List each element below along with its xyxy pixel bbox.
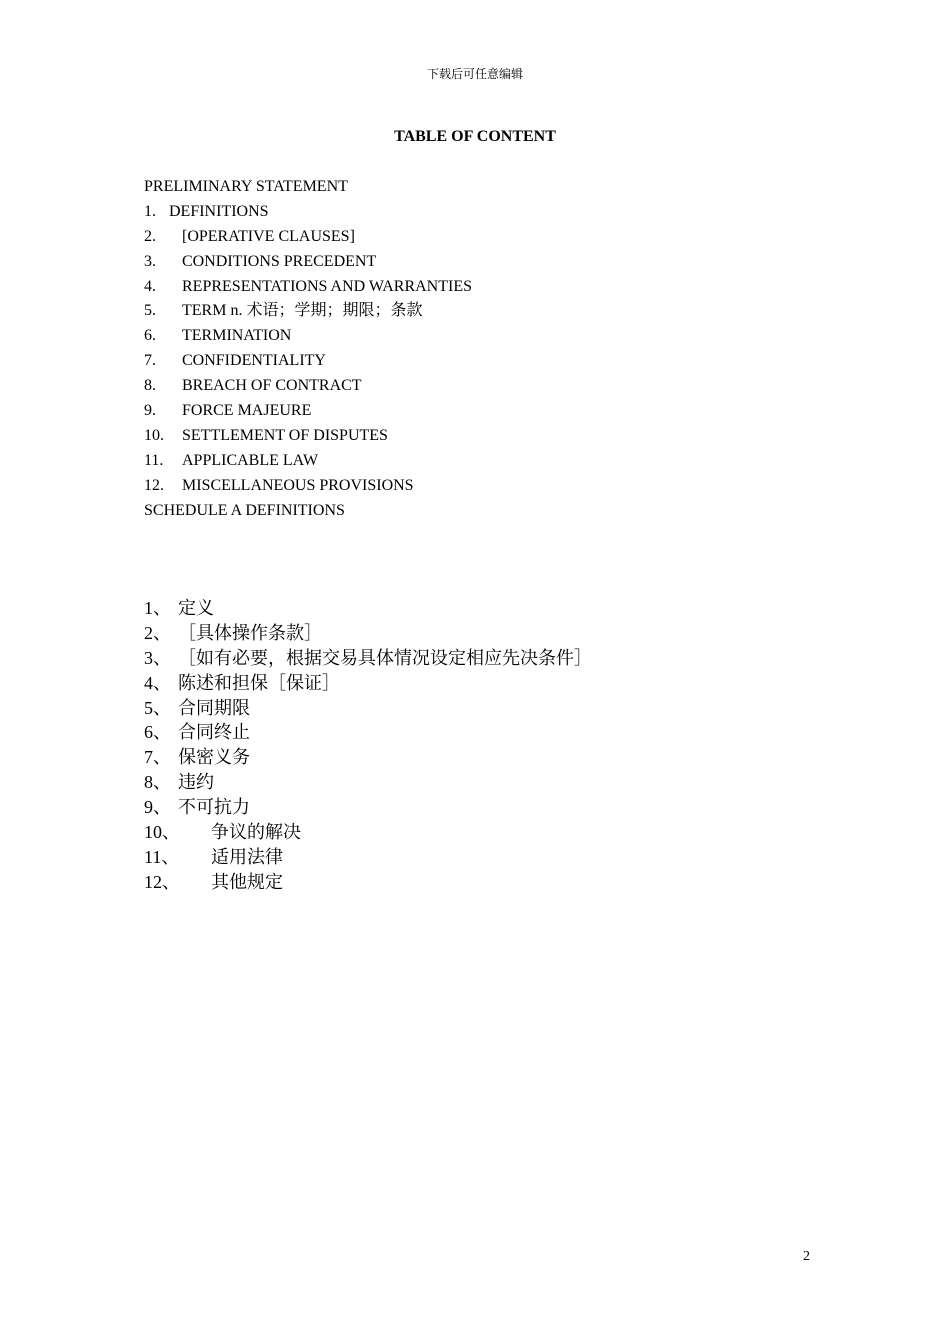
toc-title: TABLE OF CONTENT: [394, 128, 556, 145]
toc-item-number: 5.: [144, 302, 156, 320]
cn-list-item: [144, 621, 824, 646]
toc-item: [144, 299, 824, 324]
cn-item-label: 陈述和担保［保证］: [178, 672, 340, 693]
toc-schedule: SCHEDULE A DEFINITIONS: [144, 501, 345, 519]
toc-item-number: 12.: [144, 476, 164, 494]
toc-item: [144, 374, 824, 399]
toc-item-number: 6.: [144, 327, 156, 345]
cn-list-item: [144, 845, 824, 870]
toc-item-number: 8.: [144, 377, 156, 395]
toc-item: [144, 324, 824, 349]
cn-item-number: 1、: [144, 598, 171, 618]
cn-item-number: 9、: [144, 797, 171, 818]
cn-list-item: [144, 745, 824, 770]
cn-item-label: 违约: [178, 772, 214, 793]
toc-item-label: FORCE MAJEURE: [182, 402, 312, 420]
cn-item-label: 合同期限: [178, 697, 250, 718]
cn-item-number: 8、: [144, 772, 171, 793]
cn-list-item: [144, 720, 824, 745]
toc-item: [144, 399, 824, 424]
toc-item-label: TERMINATION: [182, 327, 292, 345]
cn-item-number: 3、: [144, 647, 171, 668]
toc-item-number: 4.: [144, 277, 156, 295]
cn-item-label: ［如有必要，根据交易具体情况设定相应先决条件］: [178, 647, 592, 668]
cn-list-item: [144, 870, 824, 895]
cn-list-item: [144, 646, 824, 671]
page-header: 下载后可任意编辑: [426, 67, 523, 81]
toc-item-label: BREACH OF CONTRACT: [182, 377, 362, 395]
toc-item: [144, 424, 824, 449]
cn-item-number: 5、: [144, 697, 171, 718]
cn-item-number: 7、: [144, 747, 171, 768]
toc-item-number: 2.: [144, 227, 156, 245]
toc-item-label: REPRESENTATIONS AND WARRANTIES: [182, 277, 472, 295]
toc-item-number: 10.: [144, 426, 164, 444]
cn-item-label: ［具体操作条款］: [178, 622, 322, 643]
cn-item-number: 11、: [144, 846, 180, 867]
toc-item-number: 9.: [144, 402, 156, 420]
toc-item-number: 11.: [144, 451, 164, 469]
cn-list-item: [144, 770, 824, 795]
cn-item-label: 争议的解决: [211, 822, 301, 843]
toc-item-number: 7.: [144, 352, 156, 370]
cn-list-item: [144, 696, 824, 721]
toc-item-label: [OPERATIVE CLAUSES]: [182, 227, 355, 245]
toc-item: [144, 349, 824, 374]
cn-item-number: 6、: [144, 722, 171, 743]
cn-item-label: 适用法律: [211, 846, 283, 867]
cn-item-label: 合同终止: [178, 722, 250, 743]
cn-item-label: 其他规定: [211, 871, 283, 892]
toc-item-label: DEFINITIONS: [169, 202, 269, 220]
cn-list-item: [144, 671, 824, 696]
chinese-contents-list: [144, 596, 824, 895]
toc-item: [144, 225, 824, 250]
toc-item: [144, 474, 824, 499]
toc-preliminary-statement: PRELIMINARY STATEMENT: [144, 178, 348, 195]
toc-item: [144, 200, 824, 225]
cn-list-item: [144, 596, 824, 621]
toc-item: [144, 250, 824, 275]
toc-item-label: CONDITIONS PRECEDENT: [182, 252, 377, 270]
cn-item-number: 10、: [144, 822, 180, 843]
cn-list-item: [144, 795, 824, 820]
toc-item-number: 3.: [144, 252, 156, 270]
cn-list-item: [144, 820, 824, 845]
cn-item-label: 定义: [178, 598, 214, 618]
page-number: 2: [803, 1249, 810, 1264]
toc-item-label: MISCELLANEOUS PROVISIONS: [182, 476, 414, 494]
cn-item-label: 不可抗力: [178, 797, 250, 818]
table-of-contents: [144, 175, 824, 523]
toc-item: [144, 275, 824, 300]
toc-item-label: CONFIDENTIALITY: [182, 352, 326, 370]
cn-item-label: 保密义务: [178, 747, 250, 768]
cn-item-number: 12、: [144, 871, 180, 892]
toc-item-label: SETTLEMENT OF DISPUTES: [182, 426, 388, 444]
toc-item: [144, 449, 824, 474]
toc-item-number: 1.: [144, 202, 156, 220]
cn-item-number: 4、: [144, 672, 171, 693]
toc-item-label: TERM n. 术语；学期；期限；条款: [182, 302, 423, 320]
cn-item-number: 2、: [144, 622, 171, 643]
toc-item-label: APPLICABLE LAW: [182, 451, 319, 469]
